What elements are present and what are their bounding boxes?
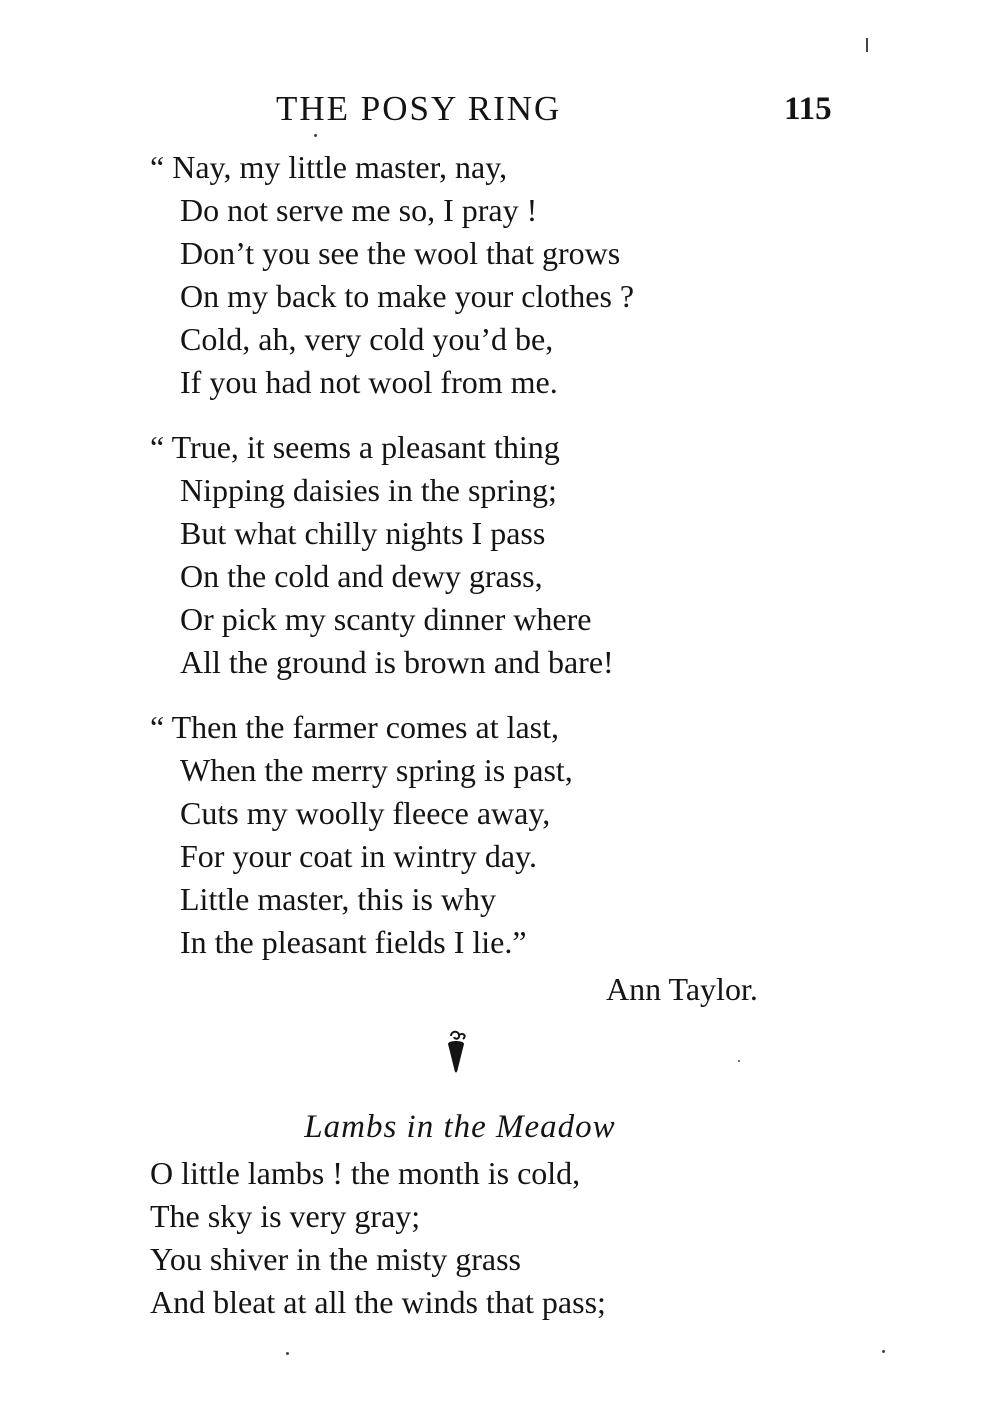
poem-line: Cuts my woolly fleece away, — [180, 795, 551, 831]
poem-line: And bleat at all the winds that pass; — [150, 1284, 606, 1320]
stanza-1 — [150, 146, 850, 404]
scan-speck — [738, 1060, 740, 1062]
page-header — [0, 84, 1000, 134]
poem-line: Nipping daisies in the spring; — [180, 472, 557, 508]
poem-line: When the merry spring is past, — [180, 752, 573, 788]
poem-line: “ True, it seems a pleasant thing — [150, 429, 560, 465]
poem-line: On the cold and dewy grass, — [180, 558, 543, 594]
author-attribution: Ann Taylor. — [606, 971, 758, 1007]
poem-line: The sky is very gray; — [150, 1198, 421, 1234]
poem-line: For your coat in wintry day. — [180, 838, 537, 874]
poem-line: You shiver in the misty grass — [150, 1241, 521, 1277]
poem-line: All the ground is brown and bare! — [180, 644, 614, 680]
scan-speck — [882, 1350, 885, 1353]
poem-line: “ Then the farmer comes at last, — [150, 709, 560, 745]
poem-line: In the pleasant fields I lie.” — [180, 924, 527, 960]
stanza-lambs — [150, 1152, 850, 1324]
poem-line: Or pick my scanty dinner where — [180, 601, 592, 637]
scan-speck — [314, 134, 317, 137]
poem-line: O little lambs ! the month is cold, — [150, 1155, 581, 1191]
leaf-ornament-icon — [443, 1030, 469, 1078]
scan-mark — [866, 38, 868, 52]
poem-line: Do not serve me so, I pray ! — [180, 192, 538, 228]
running-title: THE POSY RING — [276, 89, 562, 128]
poem-line: Cold, ah, very cold you’d be, — [180, 321, 554, 357]
scan-speck — [286, 1352, 289, 1355]
page-number: 115 — [784, 91, 832, 127]
poem-line: Don’t you see the wool that grows — [180, 235, 621, 271]
poem-title: Lambs in the Meadow — [304, 1109, 616, 1145]
poem-line: But what chilly nights I pass — [180, 515, 546, 551]
stanza-3 — [150, 706, 850, 964]
poem-line: If you had not wool from me. — [180, 364, 558, 400]
poem-line: “ Nay, my little master, nay, — [150, 149, 508, 185]
stanza-2 — [150, 426, 850, 684]
poem-line: Little master, this is why — [180, 881, 497, 917]
poem-line: On my back to make your clothes ? — [180, 278, 635, 314]
